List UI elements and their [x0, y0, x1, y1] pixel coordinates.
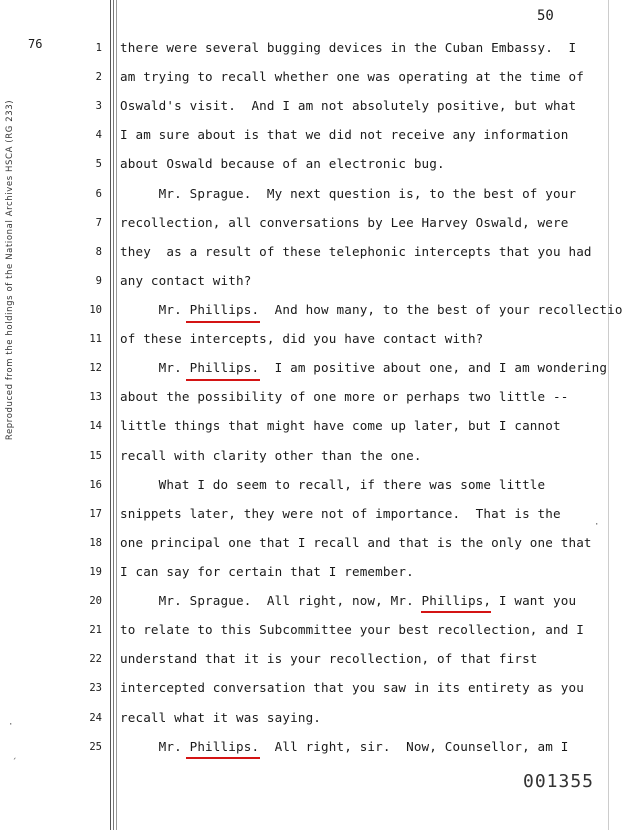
line-number: 15 [89, 450, 102, 462]
page-number: 50 [537, 8, 554, 24]
line-text: recall with clarity other than the one. [120, 448, 422, 463]
line-number: 10 [89, 304, 102, 316]
line-text: about the possibility of one more or perhaps two little -- [120, 389, 569, 404]
line-text: Mr. Phillips. I am positive about one, and I am wondering [120, 360, 608, 375]
scan-speck: ˏ [12, 750, 18, 760]
line-number: 9 [95, 275, 102, 287]
line-text: I am sure about is that we did not receive any information [120, 127, 569, 142]
transcript-line [0, 184, 640, 206]
line-text: snippets later, they were not of importance. That is the [120, 506, 561, 521]
red-underline [186, 321, 260, 323]
line-text: Mr. Sprague. All right, now, Mr. Phillips, I want you [120, 593, 577, 608]
line-number: 16 [89, 479, 102, 491]
line-number: 4 [95, 129, 102, 141]
transcript-line [0, 649, 640, 671]
archive-stamp: Reproduced from the holdings of the National Archives HSCA (RG 233) [5, 99, 15, 441]
line-text: Mr. Phillips. All right, sir. Now, Counsellor, am I [120, 739, 569, 754]
bates-number: 001355 [523, 771, 595, 792]
line-number: 11 [89, 333, 102, 345]
line-number: 19 [89, 566, 102, 578]
line-text: Mr. Phillips. And how many, to the best of your recollectio [120, 302, 623, 317]
red-underline [186, 757, 260, 759]
transcript-line [0, 271, 640, 293]
line-number: 7 [95, 217, 102, 229]
transcript-line [0, 329, 640, 351]
line-text: about Oswald because of an electronic bug. [120, 156, 445, 171]
red-underline [421, 611, 491, 613]
transcript-line [0, 154, 640, 176]
line-number: 18 [89, 537, 102, 549]
line-number: 22 [89, 653, 102, 665]
line-number: 8 [95, 246, 102, 258]
line-number: 17 [89, 508, 102, 520]
line-number: 25 [89, 741, 102, 753]
line-text: recollection, all conversations by Lee Harvey Oswald, were [120, 215, 569, 230]
line-number: 12 [89, 362, 102, 374]
transcript-line [0, 678, 640, 700]
line-number: 6 [95, 188, 102, 200]
line-text: to relate to this Subcommittee your best recollection, and I [120, 622, 584, 637]
line-text: understand that it is your recollection, of that first [120, 651, 538, 666]
line-number: 14 [89, 420, 102, 432]
transcript-line [0, 96, 640, 118]
transcript-line [0, 620, 640, 642]
transcript-line [0, 38, 640, 60]
transcript-line [0, 242, 640, 264]
red-underline [186, 379, 260, 381]
line-number: 24 [89, 712, 102, 724]
scan-speck: · [8, 720, 14, 730]
transcript-line [0, 67, 640, 89]
line-text: intercepted conversation that you saw in its entirety as you [120, 680, 584, 695]
line-number: 21 [89, 624, 102, 636]
transcript-line [0, 125, 640, 147]
line-text: one principal one that I recall and that is the only one that [120, 535, 592, 550]
line-number: 1 [95, 42, 102, 54]
transcript-line [0, 300, 640, 322]
transcript-line [0, 533, 640, 555]
transcript-line [0, 387, 640, 409]
line-number: 23 [89, 682, 102, 694]
line-text: little things that might have come up later, but I cannot [120, 418, 561, 433]
transcript-line [0, 708, 640, 730]
line-text: Oswald's visit. And I am not absolutely positive, but what [120, 98, 577, 113]
scan-speck: · [594, 520, 600, 530]
line-number: 3 [95, 100, 102, 112]
transcript-line [0, 475, 640, 497]
line-text: any contact with? [120, 273, 252, 288]
line-text: they as a result of these telephonic intercepts that you had [120, 244, 592, 259]
transcript-line [0, 591, 640, 613]
transcript-line [0, 213, 640, 235]
line-text: am trying to recall whether one was operating at the time of [120, 69, 584, 84]
transcript-line [0, 504, 640, 526]
transcript-line [0, 358, 640, 380]
line-text: there were several bugging devices in the Cuban Embassy. I [120, 40, 577, 55]
line-text: What I do seem to recall, if there was some little [120, 477, 546, 492]
line-text: recall what it was saying. [120, 710, 322, 725]
transcript-line [0, 446, 640, 468]
line-text: I can say for certain that I remember. [120, 564, 414, 579]
transcript-line [0, 416, 640, 438]
corner-mark: 76 [28, 37, 43, 51]
line-number: 2 [95, 71, 102, 83]
line-number: 20 [89, 595, 102, 607]
line-text: of these intercepts, did you have contact with? [120, 331, 484, 346]
line-number: 5 [95, 158, 102, 170]
transcript-line [0, 737, 640, 759]
line-number: 13 [89, 391, 102, 403]
line-text: Mr. Sprague. My next question is, to the best of your [120, 186, 577, 201]
transcript-line [0, 562, 640, 584]
